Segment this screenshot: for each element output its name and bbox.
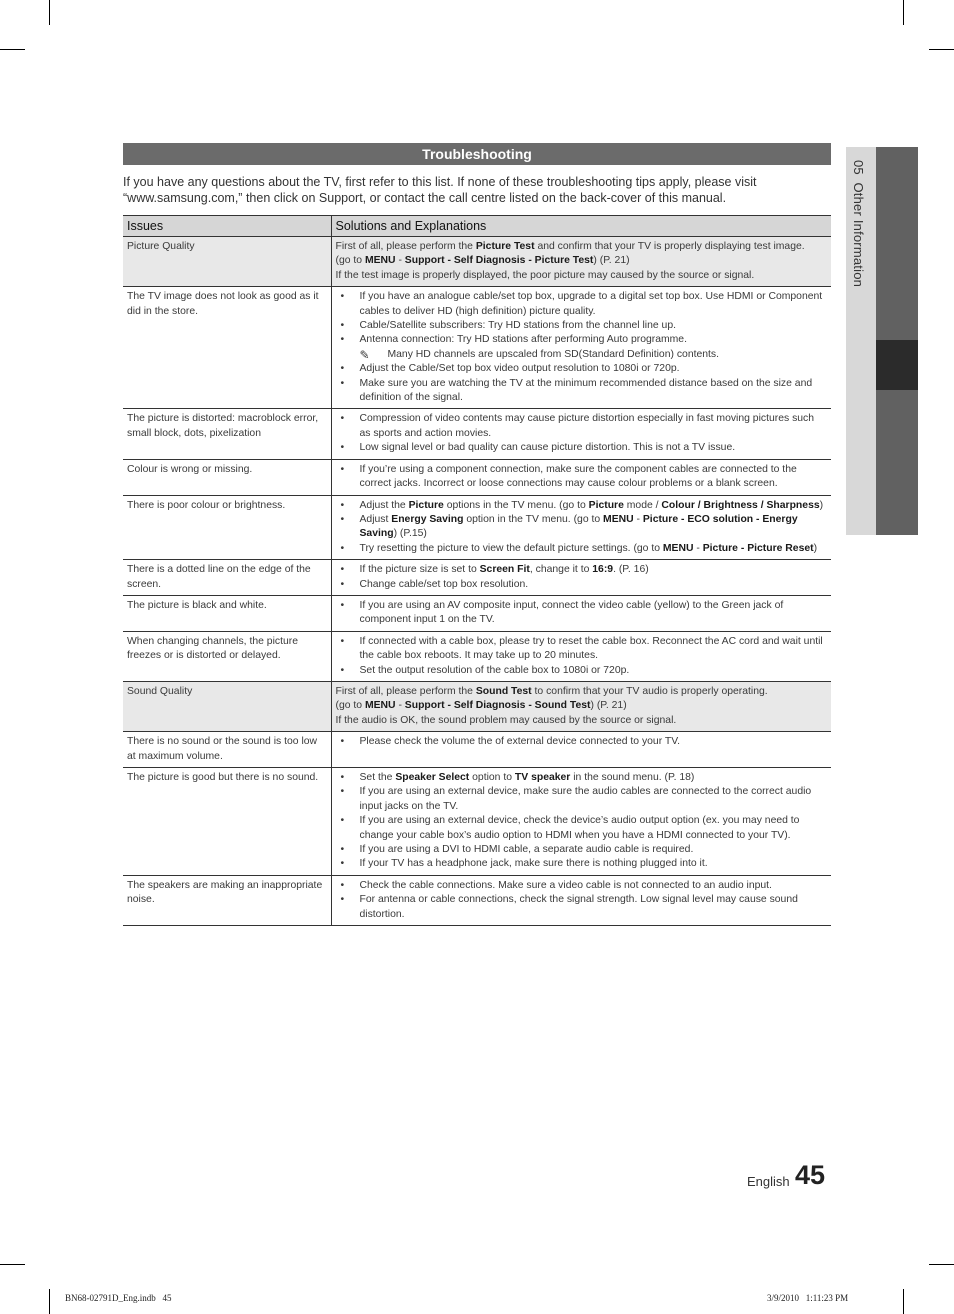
solution-list	[336, 879, 828, 922]
issue-cell: Picture Quality	[123, 237, 331, 287]
solution-cell	[331, 732, 831, 768]
solution-cell	[331, 768, 831, 876]
print-date-info: 3/9/2010 1:11:23 PM	[767, 1293, 849, 1303]
solution-cell	[331, 459, 831, 495]
section-title: Troubleshooting	[123, 143, 831, 165]
solution-cell	[331, 681, 831, 731]
chapter-number: 05	[851, 160, 866, 175]
bullet-item: • If you are using a DVI to HDMI cable, a separate audio cable is required.	[336, 843, 828, 857]
solution-cell	[331, 237, 831, 287]
bullet-item: • Set the output resolution of the cable box to 1080i or 720p.	[336, 664, 828, 678]
print-file-info: BN68-02791D_Eng.indb 45	[65, 1293, 172, 1303]
solution-cell	[331, 875, 831, 925]
header-solutions: Solutions and Explanations	[331, 216, 831, 237]
bullet-item: • If you are using an external device, check the device’s audio output option (ex. you may need to change your cable box’s audio option to HDMI when you have a HDMI connected to your TV).	[336, 814, 828, 843]
bullet-item: • If you’re using a component connection, make sure the component cables are connected to the correct jacks. Incorrect or loose connections may cause colour problems or a blank screen.	[336, 463, 828, 492]
bullet-item: • If you have an analogue cable/set top box, upgrade to a digital set top box. Use HDMI or Component cables to deliver HD (high definition) picture quality.	[336, 290, 828, 319]
bullet-item: • If connected with a cable box, please try to reset the cable box. Reconnect the AC cord and wait until the cable box reboots. It may take up to 20 minutes.	[336, 635, 828, 664]
solution-list	[336, 499, 828, 557]
bullet-item: • If you are using an AV composite input, connect the video cable (yellow) to the Green jack of component input 1 on the TV.	[336, 599, 828, 628]
issue-cell: There is no sound or the sound is too low at maximum volume.	[123, 732, 331, 768]
issue-cell: The speakers are making an inappropriate noise.	[123, 875, 331, 925]
solution-cell	[331, 409, 831, 459]
chapter-label	[842, 160, 872, 340]
solution-cell	[331, 595, 831, 631]
solution-list	[336, 735, 828, 749]
crop-mark	[903, 0, 904, 25]
solution-line: (go to MENU - Support - Self Diagnosis - Sound Test) (P. 21)	[335, 700, 627, 712]
crop-mark	[903, 1289, 904, 1314]
issue-cell: The picture is black and white.	[123, 595, 331, 631]
issue-cell: The TV image does not look as good as it did in the store.	[123, 287, 331, 409]
solution-list	[336, 463, 828, 492]
solution-list	[336, 563, 828, 592]
issue-cell: There is a dotted line on the edge of the screen.	[123, 560, 331, 596]
solution-line: First of all, please perform the Sound Test to confirm that your TV audio is properly operating.	[335, 685, 768, 697]
troubleshooting-table	[123, 215, 831, 926]
solution-line: (go to MENU - Support - Self Diagnosis - Picture Test) (P. 21)	[335, 255, 630, 267]
bullet-item: • Set the Speaker Select option to TV speaker in the sound menu. (P. 18)	[336, 771, 828, 785]
bullet-item: • Compression of video contents may cause picture distortion especially in fast moving pictures such as sports and action movies.	[336, 412, 828, 441]
solution-line: First of all, please perform the Picture Test and confirm that your TV is properly displaying test image.	[335, 241, 805, 252]
table-row	[123, 495, 831, 560]
chapter-tab-marker	[876, 340, 918, 390]
solution-cell	[331, 560, 831, 596]
bullet-item: • Change cable/set top box resolution.	[336, 578, 828, 592]
solution-list	[336, 599, 828, 628]
table-row	[123, 732, 831, 768]
bullet-item: • Try resetting the picture to view the default picture settings. (go to MENU - Picture - Picture Reset)	[336, 542, 828, 556]
table-row	[123, 237, 831, 287]
bullet-item: • For antenna or cable connections, check the signal strength. Low signal level may cause sound distortion.	[336, 893, 828, 922]
table-row	[123, 409, 831, 459]
crop-mark	[49, 0, 50, 25]
footer-language: English	[747, 1174, 790, 1189]
solution-list	[336, 412, 828, 455]
crop-mark	[0, 1264, 25, 1265]
bullet-item: • Adjust Energy Saving option in the TV menu. (go to MENU - Picture - ECO solution - Energy Saving) (P.15)	[336, 513, 828, 542]
crop-mark	[0, 49, 25, 50]
bullet-item: • Low signal level or bad quality can cause picture distortion. This is not a TV issue.	[336, 441, 828, 455]
solution-cell	[331, 631, 831, 681]
bullet-item: • Adjust the Picture options in the TV menu. (go to Picture mode / Colour / Brightness / Sharpness)	[336, 499, 828, 513]
bullet-item: • Check the cable connections. Make sure a video cable is not connected to an audio input.	[336, 879, 828, 893]
bullet-item: • Make sure you are watching the TV at the minimum recommended distance based on the size and definition of the signal.	[336, 377, 828, 406]
table-row	[123, 459, 831, 495]
issue-cell: There is poor colour or brightness.	[123, 495, 331, 560]
bullet-item: • Adjust the Cable/Set top box video output resolution to 1080i or 720p.	[336, 362, 828, 376]
table-row	[123, 560, 831, 596]
solution-line: If the audio is OK, the sound problem may caused by the source or signal.	[335, 714, 677, 726]
table-row	[123, 768, 831, 876]
header-issues: Issues	[123, 216, 331, 237]
chapter-name: Other Information	[851, 182, 866, 288]
issue-cell: Sound Quality	[123, 681, 331, 731]
solution-cell	[331, 287, 831, 409]
table-row	[123, 681, 831, 731]
issue-cell: Colour is wrong or missing.	[123, 459, 331, 495]
page-number: 45	[795, 1160, 826, 1190]
solution-list	[336, 771, 828, 872]
crop-mark	[929, 1264, 954, 1265]
solution-list	[336, 290, 828, 405]
solution-list	[336, 635, 828, 678]
crop-mark	[49, 1289, 50, 1314]
issue-cell: When changing channels, the picture freezes or is distorted or delayed.	[123, 631, 331, 681]
bullet-item: • Antenna connection: Try HD stations after performing Auto programme.	[336, 333, 828, 347]
table-row	[123, 595, 831, 631]
intro-text: If you have any questions about the TV, first refer to this list. If none of these troubleshooting tips apply, please visit “www.samsung.com,” then click on Support, or contact the call centre listed on the back-cover of this manual.	[123, 175, 757, 205]
table-row	[123, 287, 831, 409]
issue-cell: The picture is good but there is no sound.	[123, 768, 331, 876]
solution-line: If the test image is properly displayed, the poor picture may caused by the source or signal.	[335, 269, 755, 281]
bullet-item: • Please check the volume the of external device connected to your TV.	[336, 735, 828, 749]
bullet-item: • If your TV has a headphone jack, make sure there is nothing plugged into it.	[336, 857, 828, 871]
crop-mark	[929, 49, 954, 50]
table-row	[123, 875, 831, 925]
solution-cell	[331, 495, 831, 560]
bullet-item: • Cable/Satellite subscribers: Try HD stations from the channel line up.	[336, 319, 828, 333]
table-header-row	[123, 216, 831, 237]
issue-cell: The picture is distorted: macroblock error, small block, dots, pixelization	[123, 409, 331, 459]
table-row	[123, 631, 831, 681]
bullet-item: • If you are using an external device, make sure the audio cables are connected to the correct audio input jacks on the TV.	[336, 785, 828, 814]
note-item: ✎ Many HD channels are upscaled from SD(Standard Definition) contents.	[336, 348, 828, 362]
bullet-item: • If the picture size is set to Screen Fit, change it to 16:9. (P. 16)	[336, 563, 828, 577]
